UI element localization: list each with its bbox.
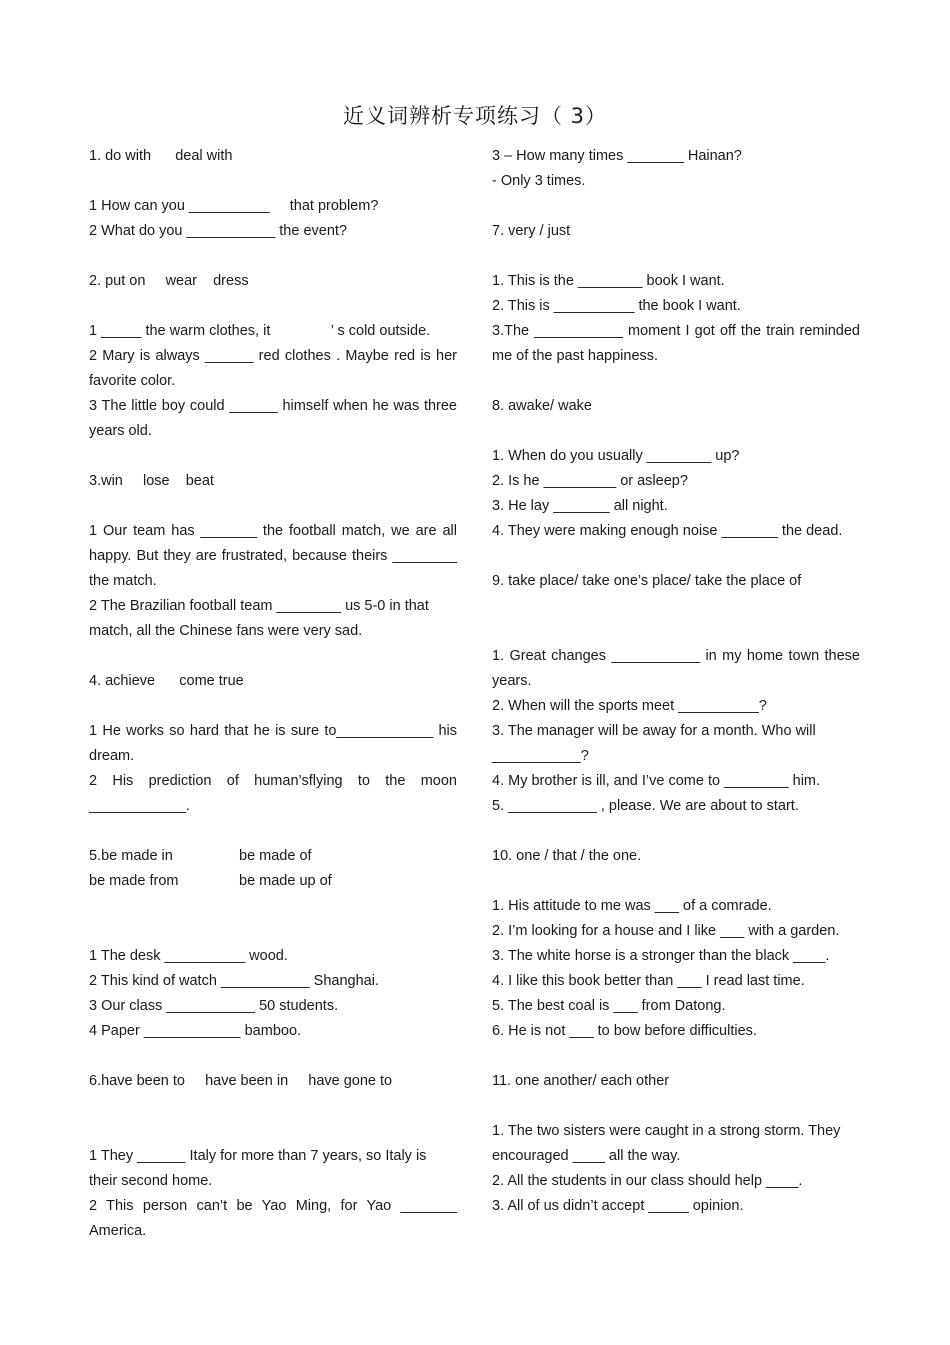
section-6-heading: 6.have been to have been in have gone to [89, 1073, 393, 1089]
question: 2 This kind of watch ___________ Shanghai. [89, 973, 379, 989]
question: 5. The best coal is ___ from Datong. [492, 998, 726, 1014]
section-5-heading-row [89, 869, 457, 894]
question: 6. He is not ___ to bow before difficulties. [492, 1023, 757, 1039]
question: 2. I’m looking for a house and I like ___ with a garden. [492, 923, 840, 939]
question: 4. They were making enough noise _______ the dead. [492, 523, 843, 539]
question: 4. My brother is ill, and I’ve come to ________ him. [492, 773, 821, 789]
question: 1 They ______ Italy for more than 7 years, so Italy is their second home. [89, 1148, 427, 1189]
section-2-heading: 2. put on wear dress [89, 273, 249, 289]
question: 4. I like this book better than ___ I read last time. [492, 973, 805, 989]
question: 1. His attitude to me was ___ of a comrade. [492, 898, 772, 914]
question: 1 _____ the warm clothes, it ’ s cold outside. [89, 323, 431, 339]
question: 2. This is __________ the book I want. [492, 298, 741, 314]
question: 2. All the students in our class should help ____. [492, 1173, 803, 1189]
question: 3. All of us didn’t accept _____ opinion. [492, 1198, 744, 1214]
answer: - Only 3 times. [492, 173, 586, 189]
question: 4 Paper ____________ bamboo. [89, 1023, 302, 1039]
question: 1. This is the ________ book I want. [492, 273, 725, 289]
question: 3. The white horse is a stronger than the black ____. [492, 948, 830, 964]
section-5-heading-row [89, 844, 457, 869]
phrase: be made of [239, 848, 312, 864]
phrase: be made from [89, 873, 179, 889]
question: 1. The two sisters were caught in a strong storm. They encouraged ____ all the way. [492, 1123, 841, 1164]
right-column [492, 144, 860, 1219]
section-4-heading: 4. achieve come true [89, 673, 244, 689]
section-3-heading: 3.win lose beat [89, 473, 214, 489]
question: 3 – How many times _______ Hainan? [492, 148, 742, 164]
question: 2. Is he _________ or asleep? [492, 473, 688, 489]
phrase: 5.be made in [89, 848, 173, 864]
left-column [89, 144, 457, 1244]
question: 1 He works so hard that he is sure to____________ his dream. [89, 723, 457, 764]
question: 1. When do you usually ________ up? [492, 448, 740, 464]
question: 1 How can you __________ that problem? [89, 198, 379, 214]
question: 2 His prediction of human’sflying to the moon ____________. [89, 773, 457, 814]
question: 2 The Brazilian football team ________ us 5-0 in that match, all the Chinese fans were very sad. [89, 598, 429, 639]
section-8-heading: 8. awake/ wake [492, 398, 592, 414]
section-1-heading: 1. do with deal with [89, 148, 233, 164]
question: 3.The ___________ moment I got off the train reminded me of the past happiness. [492, 323, 860, 364]
section-7-heading: 7. very / just [492, 223, 571, 239]
question: 1 Our team has _______ the football match, we are all happy. But they are frustrated, because theirs ________ the match. [89, 523, 457, 589]
phrase: be made up of [239, 873, 332, 889]
section-9-heading: 9. take place/ take one’s place/ take the place of [492, 573, 802, 589]
question: 3. He lay _______ all night. [492, 498, 668, 514]
question: 2 This person can’t be Yao Ming, for Yao _______ America. [89, 1198, 457, 1239]
section-11-heading: 11. one another/ each other [492, 1073, 670, 1089]
question: 1 The desk __________ wood. [89, 948, 288, 964]
question: 3. The manager will be away for a month. Who will ___________? [492, 723, 816, 764]
question: 3 Our class ___________ 50 students. [89, 998, 339, 1014]
question: 1. Great changes ___________ in my home town these years. [492, 648, 860, 689]
section-10-heading: 10. one / that / the one. [492, 848, 642, 864]
question: 2. When will the sports meet __________? [492, 698, 767, 714]
question: 2 Mary is always ______ red clothes . Maybe red is her favorite color. [89, 348, 457, 389]
question: 5. ___________ , please. We are about to start. [492, 798, 799, 814]
question: 2 What do you ___________ the event? [89, 223, 347, 239]
question: 3 The little boy could ______ himself when he was three years old. [89, 398, 457, 439]
page-title: 近义词辨析专项练习（ 3） [342, 104, 608, 128]
